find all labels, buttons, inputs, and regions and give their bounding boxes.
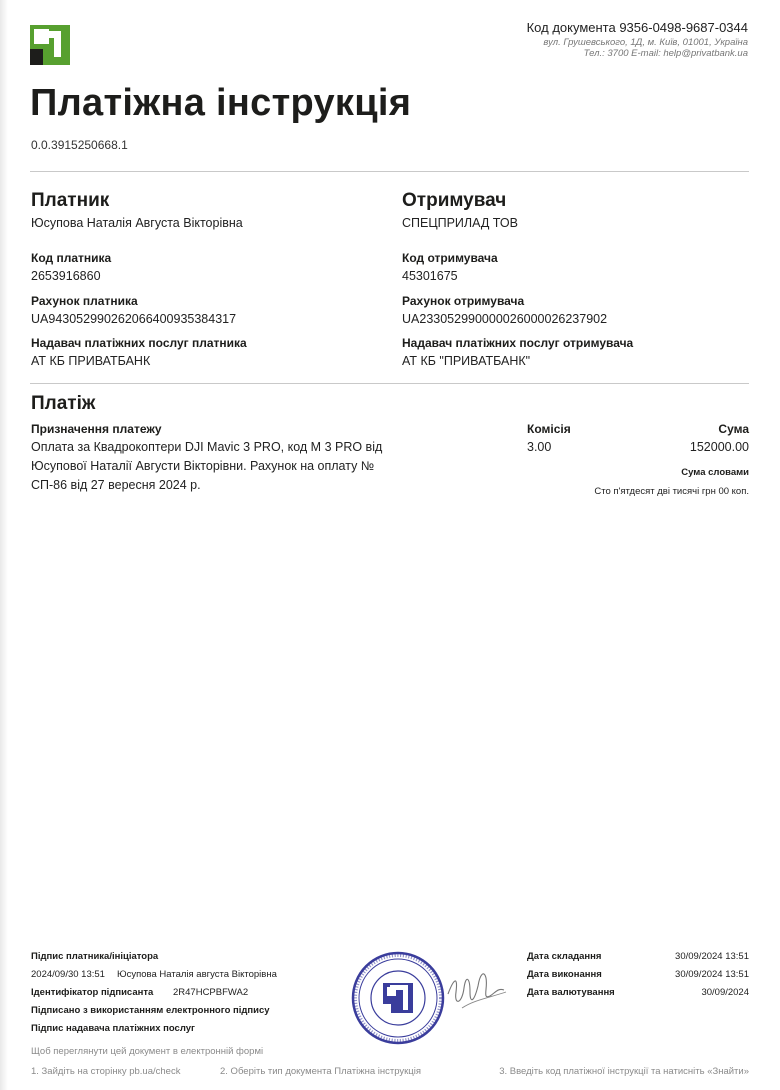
footer-step-1: 1. Зайдіть на сторінку pb.ua/check bbox=[31, 1066, 181, 1077]
bank-address: вул. Грушевського, 1Д, м. Київ, 01001, Україна bbox=[543, 37, 748, 48]
sum-value: 152000.00 bbox=[689, 440, 749, 454]
recipient-heading: Отримувач bbox=[402, 190, 507, 211]
created-date-label: Дата складання bbox=[527, 951, 602, 962]
signer-name: Юсупова Наталія августа Вікторівна bbox=[117, 969, 277, 980]
handwritten-signature bbox=[440, 948, 520, 1028]
footer-intro: Щоб переглянути цей документ в електронній формі bbox=[31, 1046, 264, 1057]
commission-label: Комісія bbox=[527, 422, 571, 436]
value-date-label: Дата валютування bbox=[527, 987, 615, 998]
signer-id-label: Ідентифікатор підписанта bbox=[31, 987, 154, 998]
e-signature-note: Підписано з використанням електронного підпису bbox=[31, 1005, 270, 1016]
payer-account-label: Рахунок платника bbox=[31, 294, 138, 308]
payer-code-label: Код платника bbox=[31, 251, 112, 265]
payer-provider: АТ КБ ПРИВАТБАНК bbox=[31, 354, 151, 368]
divider bbox=[30, 383, 749, 384]
executed-date-label: Дата виконання bbox=[527, 969, 602, 980]
document-code: Код документа 9356-0498-9687-0344 bbox=[526, 20, 748, 35]
payer-provider-label: Надавач платіжних послуг платника bbox=[31, 336, 247, 350]
footer-step-2: 2. Оберіть тип документа Платіжна інструкція bbox=[220, 1066, 421, 1077]
recipient-code-label: Код отримувача bbox=[402, 251, 498, 265]
value-date: 30/09/2024 bbox=[701, 987, 749, 998]
payer-code: 2653916860 bbox=[31, 269, 101, 283]
footer-step-3: 3. Введіть код платіжної інструкції та натисніть «Знайти» bbox=[499, 1066, 749, 1077]
payer-account: UA943052990262066400935384317 bbox=[31, 312, 237, 326]
payment-heading: Платіж bbox=[31, 393, 96, 414]
provider-signature-label: Підпис надавача платіжних послуг bbox=[31, 1023, 195, 1034]
sum-words: Сто п'ятдесят дві тисячі грн 00 коп. bbox=[594, 486, 749, 497]
payer-name: Юсупова Наталія Августа Вікторівна bbox=[31, 216, 243, 230]
payer-heading: Платник bbox=[31, 190, 110, 211]
recipient-account-label: Рахунок отримувача bbox=[402, 294, 525, 308]
created-date: 30/09/2024 13:51 bbox=[675, 951, 749, 962]
signer-label: Підпис платника/ініціатора bbox=[31, 951, 159, 962]
payment-purpose: Оплата за Квадрокоптери DJI Mavic 3 PRO, код М 3 PRO від Юсупової Наталії Августи Вікторівни. Рахунок на оплату № СП-86 від 27 вересня 2024 р. bbox=[31, 440, 383, 492]
page-title: Платіжна інструкція bbox=[30, 82, 412, 124]
privatbank-logo-icon bbox=[30, 25, 70, 65]
executed-date: 30/09/2024 13:51 bbox=[675, 969, 749, 980]
signer-id: 2R47HCPBFWA2 bbox=[173, 987, 249, 998]
recipient-provider-label: Надавач платіжних послуг отримувача bbox=[402, 336, 634, 350]
divider bbox=[30, 171, 749, 172]
document-number: 0.0.3915250668.1 bbox=[31, 138, 128, 152]
recipient-account: UA233052990000026000026237902 bbox=[402, 312, 608, 326]
bank-contacts: Тел.: 3700 E-mail: help@privatbank.ua bbox=[583, 48, 748, 59]
recipient-name: СПЕЦПРИЛАД ТОВ bbox=[402, 216, 518, 230]
recipient-code: 45301675 bbox=[402, 269, 458, 283]
bank-stamp-icon bbox=[350, 950, 446, 1046]
page-edge bbox=[0, 0, 8, 1090]
sum-label: Сума bbox=[718, 422, 749, 436]
sum-words-label: Сума словами bbox=[681, 467, 749, 478]
commission-value: 3.00 bbox=[527, 440, 552, 454]
signer-datetime: 2024/09/30 13:51 bbox=[31, 969, 105, 980]
purpose-label: Призначення платежу bbox=[31, 422, 162, 436]
recipient-provider: АТ КБ "ПРИВАТБАНК" bbox=[402, 354, 531, 368]
